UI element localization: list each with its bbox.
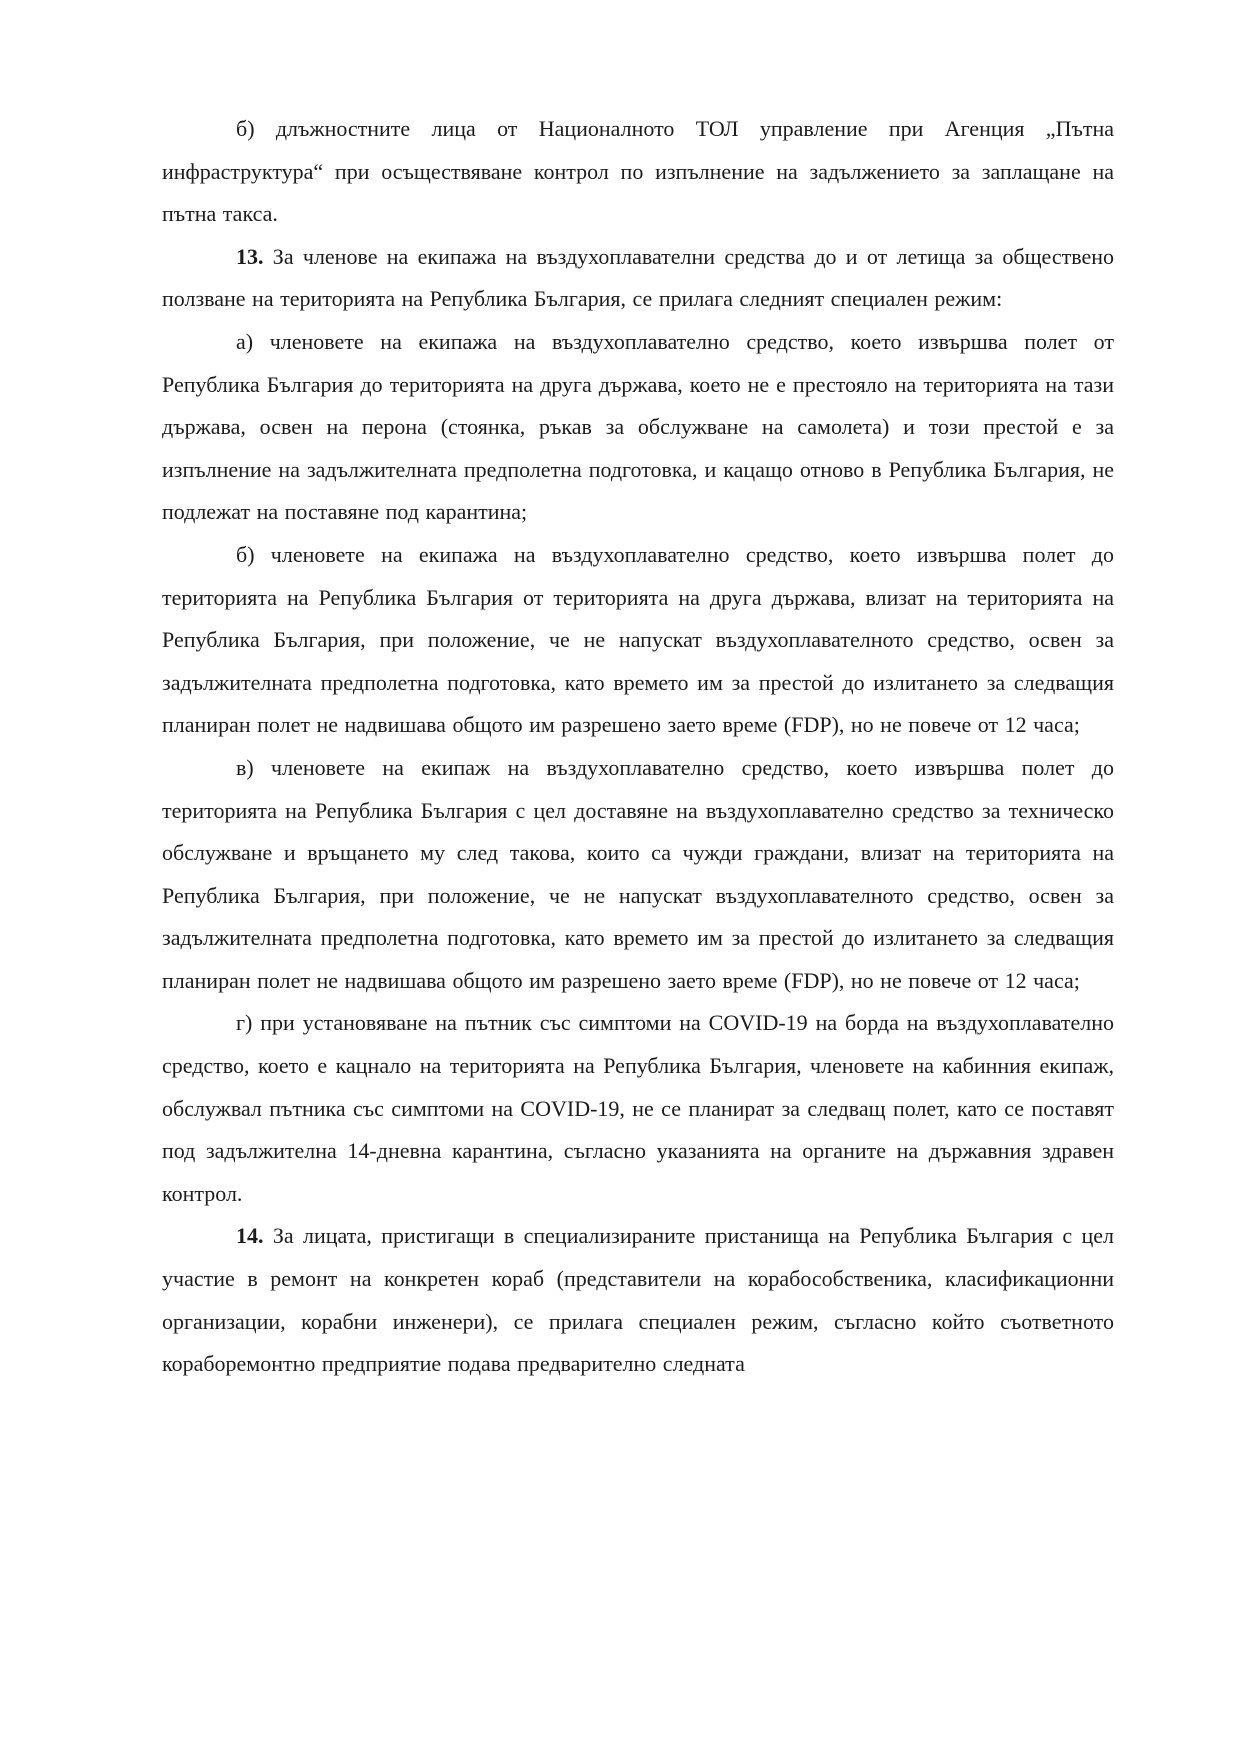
paragraph-text: в) членовете на екипаж на въздухоплавателно средство, което извършва полет до територията на Република България с цел доставяне на въздухоплавателно средство за техническо обслужване и връщането му след такова, които са чужди граждани, влизат на територията на Република България, при положение, че не напускат въздухоплавателното средство, освен за задължителната предполетна подготовка, като времето им за престой до излитането за следващия планиран полет не надвишава общото им разрешено заето време (FDP), но не повече от 12 часа; <box>162 754 1114 993</box>
paragraph-13-aircrew-regime <box>162 236 1114 321</box>
paragraph-text: б) членовете на екипажа на въздухоплавателно средство, което извършва полет до територията на Република България от територията на друга държава, влизат на територията на Република България, при положение, че не напускат въздухоплавателното средство, освен за задължителната предполетна подготовка, като времето им за престой до излитането за следващия планиран полет не надвишава общото им разрешено заето време (FDP), но не повече от 12 часа; <box>162 541 1114 738</box>
paragraph-number: 14. <box>236 1223 264 1249</box>
paragraph-13a <box>162 321 1114 534</box>
paragraph-ministerial-toll-officials <box>162 108 1114 236</box>
paragraph-13b <box>162 534 1114 747</box>
paragraph-text: За членове на екипажа на въздухоплавателни средства до и от летища за обществено ползване на територията на Република България, се прилага следният специален режим: <box>162 243 1114 312</box>
paragraph-13g <box>162 1002 1114 1215</box>
paragraph-text: а) членовете на екипажа на въздухоплавателно средство, което извършва полет от Република България до територията на друга държава, което не е престояло на територията на тази държава, освен на перона (стоянка, ръкав за обслужване на самолета) и този престой е за изпълнение на задължителната предполетна подготовка, и кацащо отново в Република България, не подлежат на поставяне под карантина; <box>162 328 1114 525</box>
paragraph-text: За лицата, пристигащи в специализираните пристанища на Република България с цел участие в ремонт на конкретен кораб (представители на корабособственика, класификационни организации, корабни инженери), се прилага специален режим, съгласно който съответното кораборемонтно предприятие подава предварително следната <box>162 1223 1114 1377</box>
paragraph-text: г) при установяване на пътник със симптоми на COVID-19 на борда на въздухоплавателно средство, което е кацнало на територията на Република България, членовете на кабинния екипаж, обслужвал пътника със симптоми на COVID-19, не се планират за следващ полет, като се поставят под задължителна 14-дневна карантина, съгласно указанията на органите на държавния здравен контрол. <box>162 1010 1114 1206</box>
paragraph-13v <box>162 747 1114 1003</box>
paragraph-14-ship-repair <box>162 1215 1114 1385</box>
paragraph-text: б) длъжностните лица от Националното ТОЛ управление при Агенция „Пътна инфраструктура“ при осъществяване контрол по изпълнение на задължението за заплащане на пътна такса. <box>162 116 1114 227</box>
document-page <box>162 108 1114 1386</box>
paragraph-number: 13. <box>236 243 264 269</box>
